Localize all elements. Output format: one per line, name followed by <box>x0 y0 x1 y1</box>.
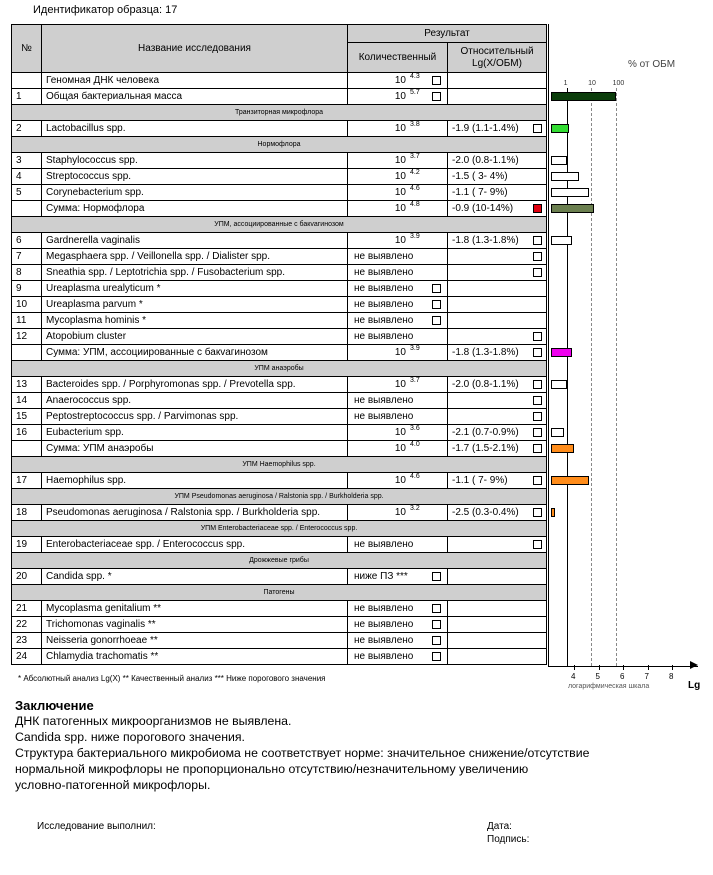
table-row <box>12 441 547 457</box>
table-row <box>12 505 547 521</box>
checkbox-icon <box>533 124 542 133</box>
quantitative-cell <box>348 649 448 665</box>
axis-arrow-icon <box>690 661 698 669</box>
row-number: 6 <box>12 233 42 249</box>
relative-cell <box>448 569 547 585</box>
table-row <box>12 649 547 665</box>
bar <box>551 348 572 357</box>
row-number: 22 <box>12 617 42 633</box>
quantitative-base: 10 <box>394 507 406 518</box>
relative-cell <box>448 249 547 265</box>
test-name: Gardnerella vaginalis <box>42 233 348 249</box>
footnote: * Абсолютный анализ Lg(X) ** Качественный анализ *** Ниже порогового значения <box>18 674 326 683</box>
quantitative-cell <box>348 425 448 441</box>
quantitative-status: ниже ПЗ *** <box>354 571 408 582</box>
quantitative-exponent: 5.7 <box>410 89 420 96</box>
checkbox-icon <box>432 316 441 325</box>
row-number: 7 <box>12 249 42 265</box>
checkbox-icon <box>432 636 441 645</box>
quantitative-base: 10 <box>394 235 406 246</box>
top-tick-label: 100 <box>612 80 625 87</box>
row-number <box>12 441 42 457</box>
table-row <box>12 617 547 633</box>
checkbox-icon <box>533 268 542 277</box>
quantitative-base: 10 <box>394 443 406 454</box>
relative-cell <box>448 265 547 281</box>
quantitative-exponent: 4.2 <box>410 169 420 176</box>
table-row <box>12 345 547 361</box>
quantitative-cell <box>348 569 448 585</box>
axis-tick-label: 8 <box>669 672 674 681</box>
quantitative-base: 10 <box>394 91 406 102</box>
conclusion-line: нормальной микрофлоры не пропорционально отсутствию/незначительному увеличению <box>15 762 529 776</box>
table-row <box>12 393 547 409</box>
axis-tick-mark <box>599 665 600 670</box>
table-row <box>12 329 547 345</box>
table-row <box>12 169 547 185</box>
sample-id: Идентификатор образца: 17 <box>33 4 178 16</box>
relative-value: -2.0 (0.8-1.1%) <box>452 155 519 166</box>
bar <box>551 204 594 213</box>
table-row <box>12 201 547 217</box>
relative-cell <box>448 409 547 425</box>
conclusion-line: условно-патогенной микрофлоры. <box>15 778 211 792</box>
quantitative-exponent: 3.7 <box>410 153 420 160</box>
checkbox-icon <box>432 572 441 581</box>
quantitative-base: 10 <box>394 475 406 486</box>
axis-tick-mark <box>574 665 575 670</box>
quantitative-base: 10 <box>394 123 406 134</box>
quantitative-cell <box>348 393 448 409</box>
results-table <box>11 24 547 665</box>
relative-cell <box>448 329 547 345</box>
quantitative-cell <box>348 441 448 457</box>
section-title: Патогены <box>12 585 547 601</box>
bar <box>551 124 569 133</box>
row-number: 2 <box>12 121 42 137</box>
table-row <box>12 265 547 281</box>
row-number: 8 <box>12 265 42 281</box>
table-row <box>12 249 547 265</box>
bar <box>551 188 589 197</box>
section-header <box>12 361 547 377</box>
checkbox-icon <box>533 508 542 517</box>
quantitative-cell <box>348 153 448 169</box>
checkbox-icon <box>533 428 542 437</box>
checkbox-icon <box>533 412 542 421</box>
checkbox-icon <box>533 348 542 357</box>
relative-cell <box>448 473 547 489</box>
test-name: Enterobacteriaceae spp. / Enterococcus spp. <box>42 537 348 553</box>
test-name: Streptococcus spp. <box>42 169 348 185</box>
test-name: Chlamydia trachomatis ** <box>42 649 348 665</box>
table-row <box>12 89 547 105</box>
checkbox-icon <box>432 620 441 629</box>
checkbox-icon <box>432 652 441 661</box>
test-name: Anaerococcus spp. <box>42 393 348 409</box>
row-number: 13 <box>12 377 42 393</box>
quantitative-status: не выявлено <box>354 267 414 278</box>
relative-value: -0.9 (10-14%) <box>452 203 514 214</box>
quantitative-base: 10 <box>394 187 406 198</box>
relative-value: -2.5 (0.3-0.4%) <box>452 507 519 518</box>
quantitative-status: не выявлено <box>354 299 414 310</box>
bar <box>551 476 589 485</box>
checkbox-icon <box>533 444 542 453</box>
section-title: УПМ анаэробы <box>12 361 547 377</box>
quantitative-status: не выявлено <box>354 603 414 614</box>
section-header <box>12 137 547 153</box>
table-row <box>12 313 547 329</box>
quantitative-cell <box>348 505 448 521</box>
table-row <box>12 281 547 297</box>
section-header <box>12 521 547 537</box>
checkbox-icon <box>533 332 542 341</box>
quantitative-exponent: 3.8 <box>410 121 420 128</box>
quantitative-base: 10 <box>394 203 406 214</box>
reference-line-dashed <box>616 88 617 666</box>
quantitative-base: 10 <box>394 347 406 358</box>
test-name: Pseudomonas aeruginosa / Ralstonia spp. / Burkholderia spp. <box>42 505 348 521</box>
performed-by-label: Исследование выполнил: <box>37 821 156 832</box>
header-relative-line2: Lg(X/ОБМ) <box>472 57 522 69</box>
table-row <box>12 377 547 393</box>
relative-value: -1.8 (1.3-1.8%) <box>452 235 519 246</box>
test-name: Сумма: УПМ, ассоциированные с бакvагинозом <box>42 345 348 361</box>
test-name: Peptostreptococcus spp. / Parvimonas spp. <box>42 409 348 425</box>
conclusion-line: Структура бактериального микробиома не соответствует норме: значительное снижение/отсутствие <box>15 746 590 760</box>
conclusion-title: Заключение <box>15 698 94 713</box>
section-header <box>12 105 547 121</box>
relative-cell <box>448 89 547 105</box>
quantitative-cell <box>348 73 448 89</box>
quantitative-cell <box>348 313 448 329</box>
section-title: Транзиторная микрофлора <box>12 105 547 121</box>
row-number: 16 <box>12 425 42 441</box>
section-title: УПМ, ассоциированные с бакvагинозом <box>12 217 547 233</box>
row-number <box>12 345 42 361</box>
header-name: Название исследования <box>42 25 348 73</box>
quantitative-status: не выявлено <box>354 539 414 550</box>
test-name: Eubacterium spp. <box>42 425 348 441</box>
quantitative-cell <box>348 297 448 313</box>
relative-cell <box>448 441 547 457</box>
axis-tick-mark <box>648 665 649 670</box>
axis-caption: логарифмическая шкала <box>568 683 650 690</box>
header-quantitative: Количественный <box>348 43 448 73</box>
section-title: УПМ Enterobacteriaceae spp. / Enterococcus spp. <box>12 521 547 537</box>
test-name: Mycoplasma genitalium ** <box>42 601 348 617</box>
section-title: УПМ Pseudomonas aeruginosa / Ralstonia spp. / Burkholderia spp. <box>12 489 547 505</box>
bar <box>551 444 574 453</box>
row-number: 18 <box>12 505 42 521</box>
checkbox-icon <box>432 300 441 309</box>
quantitative-cell <box>348 617 448 633</box>
bar <box>551 236 572 245</box>
axis-unit: Lg <box>688 680 701 691</box>
test-name: Staphylococcus spp. <box>42 153 348 169</box>
table-row <box>12 537 547 553</box>
axis-tick-label: 7 <box>644 672 649 681</box>
row-number: 11 <box>12 313 42 329</box>
quantitative-status: не выявлено <box>354 635 414 646</box>
reference-line-dashed <box>591 88 592 666</box>
row-number: 10 <box>12 297 42 313</box>
checkbox-icon <box>432 284 441 293</box>
relative-cell <box>448 633 547 649</box>
relative-cell <box>448 345 547 361</box>
percent-label: % от ОБМ <box>628 59 676 70</box>
relative-cell <box>448 297 547 313</box>
row-number: 19 <box>12 537 42 553</box>
row-number <box>12 73 42 89</box>
conclusion-line: Candida spp. ниже порогового значения. <box>15 730 245 744</box>
relative-cell <box>448 169 547 185</box>
quantitative-exponent: 3.9 <box>410 233 420 240</box>
checkbox-icon <box>432 92 441 101</box>
section-header <box>12 217 547 233</box>
bar <box>551 92 616 101</box>
header-num: № <box>12 25 42 73</box>
quantitative-cell <box>348 233 448 249</box>
section-header <box>12 489 547 505</box>
table-row <box>12 409 547 425</box>
quantitative-exponent: 3.7 <box>410 377 420 384</box>
quantitative-cell <box>348 473 448 489</box>
relative-value: -1.1 ( 7- 9%) <box>452 475 508 486</box>
test-name: Сумма: УПМ анаэробы <box>42 441 348 457</box>
quantitative-cell <box>348 329 448 345</box>
relative-value: -1.8 (1.3-1.8%) <box>452 347 519 358</box>
axis-tick-label: 5 <box>595 672 600 681</box>
section-header <box>12 553 547 569</box>
section-title: Нормофлора <box>12 137 547 153</box>
table-row <box>12 297 547 313</box>
quantitative-cell <box>348 185 448 201</box>
test-name: Haemophilus spp. <box>42 473 348 489</box>
top-tick-label: 1 <box>563 80 568 87</box>
bar <box>551 156 567 165</box>
section-header <box>12 457 547 473</box>
quantitative-base: 10 <box>394 155 406 166</box>
relative-cell <box>448 505 547 521</box>
checkbox-icon <box>533 476 542 485</box>
row-number: 17 <box>12 473 42 489</box>
section-title: УПМ Haemophilus spp. <box>12 457 547 473</box>
relative-cell <box>448 73 547 89</box>
quantitative-base: 10 <box>394 427 406 438</box>
row-number: 14 <box>12 393 42 409</box>
section-header <box>12 585 547 601</box>
row-number: 23 <box>12 633 42 649</box>
row-number: 9 <box>12 281 42 297</box>
test-name: Ureaplasma urealyticum * <box>42 281 348 297</box>
quantitative-cell <box>348 201 448 217</box>
checkbox-icon <box>432 604 441 613</box>
quantitative-status: не выявлено <box>354 283 414 294</box>
quantitative-cell <box>348 89 448 105</box>
table-row <box>12 425 547 441</box>
table-row <box>12 73 547 89</box>
date-label: Дата: <box>487 821 512 832</box>
quantitative-cell <box>348 601 448 617</box>
axis-tick-label: 4 <box>571 672 576 681</box>
relative-value: -1.5 ( 3- 4%) <box>452 171 508 182</box>
quantitative-status: не выявлено <box>354 411 414 422</box>
table-row <box>12 233 547 249</box>
relative-value: -1.1 ( 7- 9%) <box>452 187 508 198</box>
quantitative-exponent: 4.6 <box>410 185 420 192</box>
quantitative-base: 10 <box>394 75 406 86</box>
bar <box>551 380 567 389</box>
axis-tick-mark <box>623 665 624 670</box>
quantitative-base: 10 <box>394 379 406 390</box>
quantitative-cell <box>348 121 448 137</box>
test-name: Lactobacillus spp. <box>42 121 348 137</box>
quantitative-cell <box>348 377 448 393</box>
bar <box>551 172 579 181</box>
relative-cell <box>448 233 547 249</box>
relative-cell <box>448 121 547 137</box>
quantitative-cell <box>348 249 448 265</box>
bar-chart-panel <box>548 24 698 667</box>
test-name: Trichomonas vaginalis ** <box>42 617 348 633</box>
test-name: Sneathia spp. / Leptotrichia spp. / Fusobacterium spp. <box>42 265 348 281</box>
quantitative-status: не выявлено <box>354 619 414 630</box>
relative-value: -1.7 (1.5-2.1%) <box>452 443 519 454</box>
relative-value: -1.9 (1.1-1.4%) <box>452 123 519 134</box>
quantitative-cell <box>348 345 448 361</box>
row-number: 20 <box>12 569 42 585</box>
quantitative-status: не выявлено <box>354 331 414 342</box>
test-name: Геномная ДНК человека <box>42 73 348 89</box>
relative-cell <box>448 185 547 201</box>
axis-tick-mark <box>672 665 673 670</box>
quantitative-cell <box>348 169 448 185</box>
relative-cell <box>448 601 547 617</box>
relative-cell <box>448 393 547 409</box>
header-result: Результат <box>348 25 547 43</box>
top-tick-label: 10 <box>588 80 596 87</box>
table-row <box>12 633 547 649</box>
relative-cell <box>448 377 547 393</box>
test-name: Corynebacterium spp. <box>42 185 348 201</box>
table-row <box>12 153 547 169</box>
bar <box>551 428 564 437</box>
test-name: Neisseria gonorrhoeae ** <box>42 633 348 649</box>
quantitative-cell <box>348 409 448 425</box>
section-title: Дрожжевые грибы <box>12 553 547 569</box>
quantitative-exponent: 4.6 <box>410 473 420 480</box>
table-row <box>12 569 547 585</box>
quantitative-cell <box>348 265 448 281</box>
table-row <box>12 185 547 201</box>
relative-cell <box>448 313 547 329</box>
quantitative-exponent: 3.2 <box>410 505 420 512</box>
test-name: Candida spp. * <box>42 569 348 585</box>
table-row <box>12 473 547 489</box>
checkbox-icon <box>533 540 542 549</box>
quantitative-exponent: 3.6 <box>410 425 420 432</box>
header-relative <box>448 43 547 73</box>
test-name: Ureaplasma parvum * <box>42 297 348 313</box>
row-number: 3 <box>12 153 42 169</box>
test-name: Bacteroides spp. / Porphyromonas spp. / Prevotella spp. <box>42 377 348 393</box>
relative-cell <box>448 281 547 297</box>
row-number: 15 <box>12 409 42 425</box>
axis-tick-label: 6 <box>620 672 625 681</box>
checkbox-icon <box>533 252 542 261</box>
row-number: 12 <box>12 329 42 345</box>
relative-cell <box>448 201 547 217</box>
test-name: Сумма: Нормофлора <box>42 201 348 217</box>
quantitative-exponent: 4.8 <box>410 201 420 208</box>
checkbox-icon <box>432 76 441 85</box>
relative-cell <box>448 153 547 169</box>
row-number: 21 <box>12 601 42 617</box>
checkbox-icon <box>533 380 542 389</box>
row-number: 4 <box>12 169 42 185</box>
flag-red-icon <box>533 204 542 213</box>
quantitative-exponent: 3.9 <box>410 345 420 352</box>
quantitative-base: 10 <box>394 171 406 182</box>
test-name: Общая бактериальная масса <box>42 89 348 105</box>
relative-cell <box>448 617 547 633</box>
quantitative-cell <box>348 537 448 553</box>
quantitative-exponent: 4.0 <box>410 441 420 448</box>
row-number: 24 <box>12 649 42 665</box>
quantitative-cell <box>348 633 448 649</box>
row-number <box>12 201 42 217</box>
relative-value: -2.1 (0.7-0.9%) <box>452 427 519 438</box>
checkbox-icon <box>533 396 542 405</box>
quantitative-status: не выявлено <box>354 315 414 326</box>
row-number: 1 <box>12 89 42 105</box>
checkbox-icon <box>533 236 542 245</box>
test-name: Mycoplasma hominis * <box>42 313 348 329</box>
relative-cell <box>448 537 547 553</box>
quantitative-cell <box>348 281 448 297</box>
relative-value: -2.0 (0.8-1.1%) <box>452 379 519 390</box>
table-row <box>12 121 547 137</box>
quantitative-status: не выявлено <box>354 395 414 406</box>
conclusion-line: ДНК патогенных микроорганизмов не выявлена. <box>15 714 292 728</box>
bar <box>551 508 555 517</box>
test-name: Megasphaera spp. / Veillonella spp. / Dialister spp. <box>42 249 348 265</box>
row-number: 5 <box>12 185 42 201</box>
signature-label: Подпись: <box>487 834 530 845</box>
relative-cell <box>448 425 547 441</box>
quantitative-exponent: 4.3 <box>410 73 420 80</box>
results-body <box>12 73 547 665</box>
quantitative-status: не выявлено <box>354 651 414 662</box>
relative-cell <box>448 649 547 665</box>
test-name: Atopobium cluster <box>42 329 348 345</box>
table-row <box>12 601 547 617</box>
header-relative-line1: Относительный <box>460 45 534 57</box>
quantitative-status: не выявлено <box>354 251 414 262</box>
